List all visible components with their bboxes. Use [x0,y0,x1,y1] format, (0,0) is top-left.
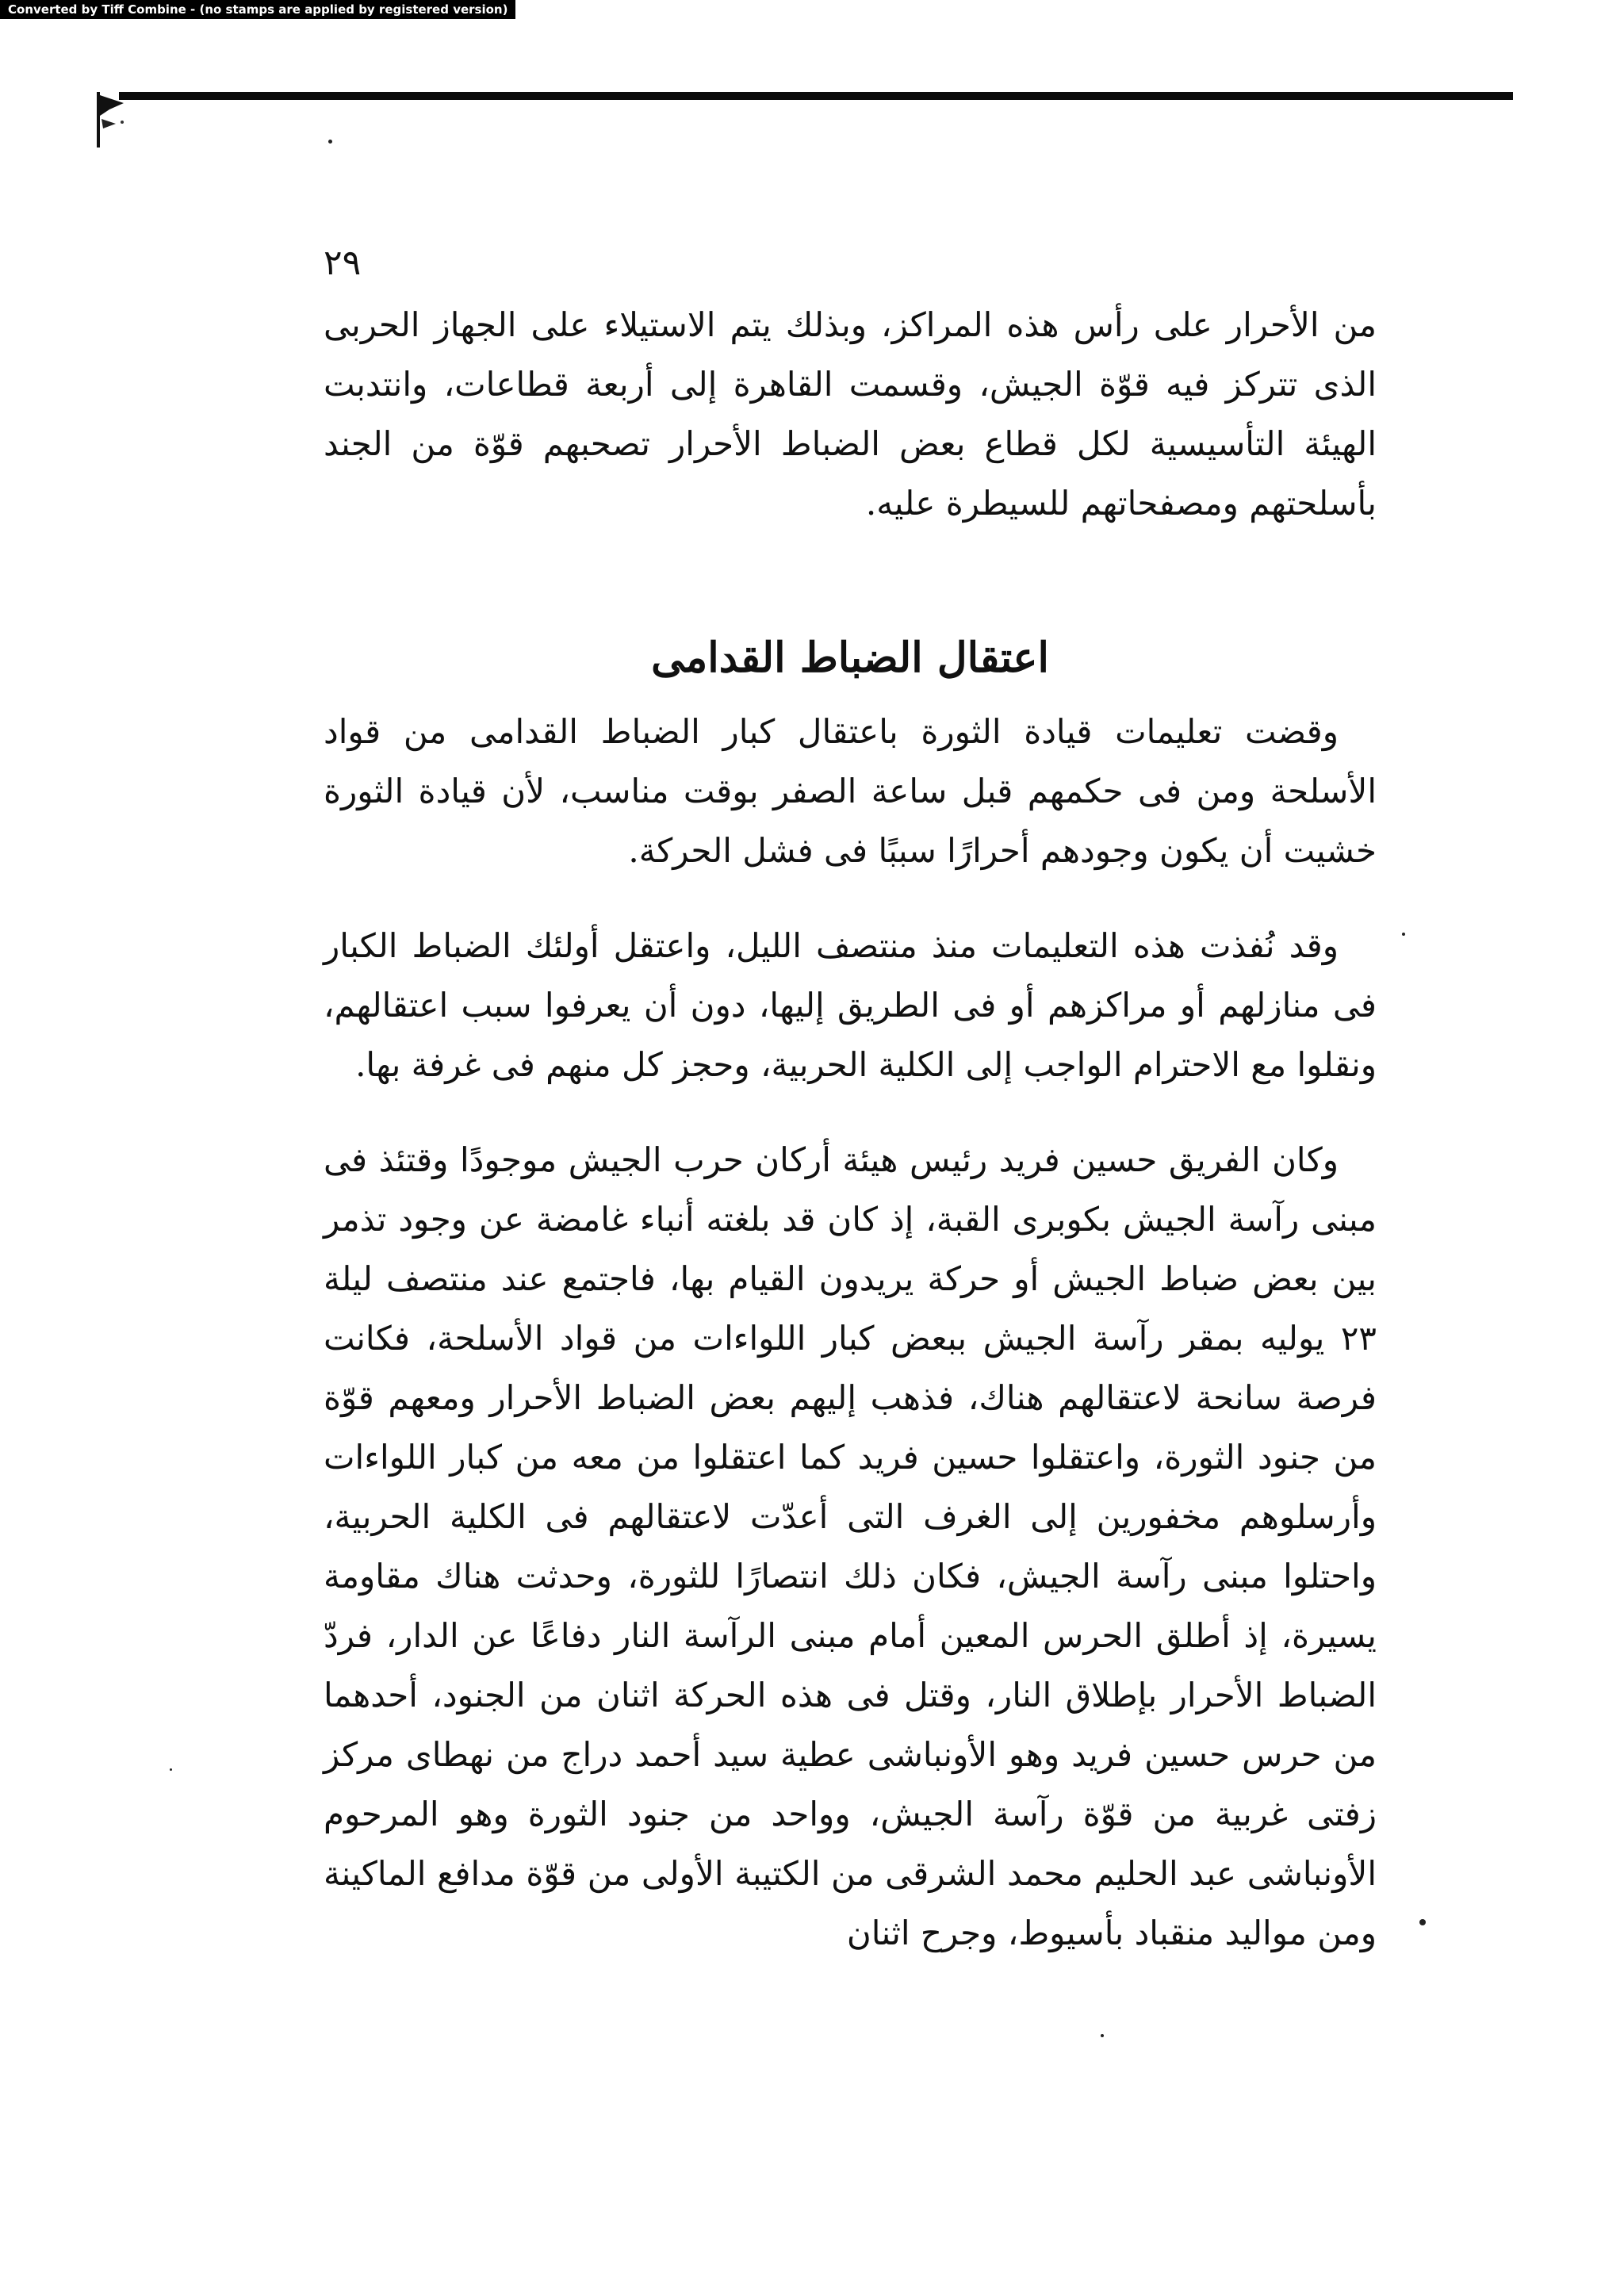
top-rule [119,92,1513,100]
paragraph-1: وقضت تعليمات قيادة الثورة باعتقال كبار الضباط القدامى من قواد الأسلحة ومن فى حكمهم قبل ساعة الصفر بوقت مناسب، لأن قيادة الثورة خشيت أن يكون وجودهم أحرارًا سببًا فى فشل الحركة. [324,712,1377,870]
paragraph-3: وكان الفريق حسين فريد رئيس هيئة أركان حرب الجيش موجودًا وقتئذ فى مبنى رآسة الجيش بكوبرى القبة، إذ كان قد بلغته أنباء غامضة عن وجود تذمر بين بعض ضباط الجيش أو حركة يريدون القيام بها، فاجتمع عند منتصف ليلة ٢٣ يوليه بمقر رآسة الجيش ببعض كبار اللواءات من قواد الأسلحة، فكانت فرصة سانحة لاعتقالهم هناك، فذهب إليهم بعض الضباط الأحرار ومعهم قوّة من جنود الثورة، واعتقلوا حسين فريد كما اعتقلوا من معه من كبار اللواءات وأرسلوهم مخفورين إلى الغرف التى أعدّت لاعتقالهم فى الكلية الحربية، واحتلوا مبنى رآسة الجيش، فكان ذلك انتصارًا للثورة، وحدثت هناك مقاومة يسيرة، إذ أطلق الحرس المعين أمام مبنى الرآسة النار دفاعًا عن الدار، فردّ الضباط الأحرار بإطلاق النار، وقتل فى هذه الحركة اثنان من الجنود، أحدهما من حرس حسين فريد وهو الأونباشى عطية سيد أحمد دراج من نهطاى مركز زفتى غربية من قوّة رآسة الجيش، وواحد من جنود الثورة وهو المرحوم الأونباشى عبد الحليم محمد الشرقى من الكتيبة الأولى من قوّة مدافع الماكينة ومن مواليد منقباد بأسيوط، وجرح اثنان [324,1140,1377,1952]
converter-banner: Converted by Tiff Combine - (no stamps are applied by registered version) [0,0,515,19]
paragraph-block-2 [324,916,1377,1094]
page-speck [1101,2034,1104,2037]
page-speck [1402,933,1405,936]
paragraph-block-3 [324,1130,1377,1963]
page-number: ٢٩ [324,243,362,283]
intro-paragraph: من الأحرار على رأس هذه المراكز، وبذلك يتم الاستيلاء على الجهاز الحربى الذى تتركز فيه قوّة الجيش، وقسمت القاهرة إلى أربعة قطاعات، وانتدبت الهيئة التأسيسية لكل قطاع بعض الضباط الأحرار تصحبهم قوّة من الجند بأسلحتهم ومصفحاتهم للسيطرة عليه. [324,305,1377,523]
page-speck [328,140,332,144]
paragraph-2: وقد نُفذت هذه التعليمات منذ منتصف الليل، واعتقل أولئك الضباط الكبار فى منازلهم أو مراكزهم أو فى الطريق إليها، دون أن يعرفوا سبب اعتقالهم، ونقلوا مع الاحترام الواجب إلى الكلية الحربية، وحجز كل منهم فى غرفة بها. [324,926,1377,1084]
page-speck [170,1768,172,1771]
paragraph-block-1 [324,702,1377,880]
corner-flag-icon [92,87,128,151]
page-speck [1419,1919,1426,1925]
intro-paragraph-block [324,295,1377,533]
section-heading: اعتقال الضباط القدامى [651,634,1049,682]
